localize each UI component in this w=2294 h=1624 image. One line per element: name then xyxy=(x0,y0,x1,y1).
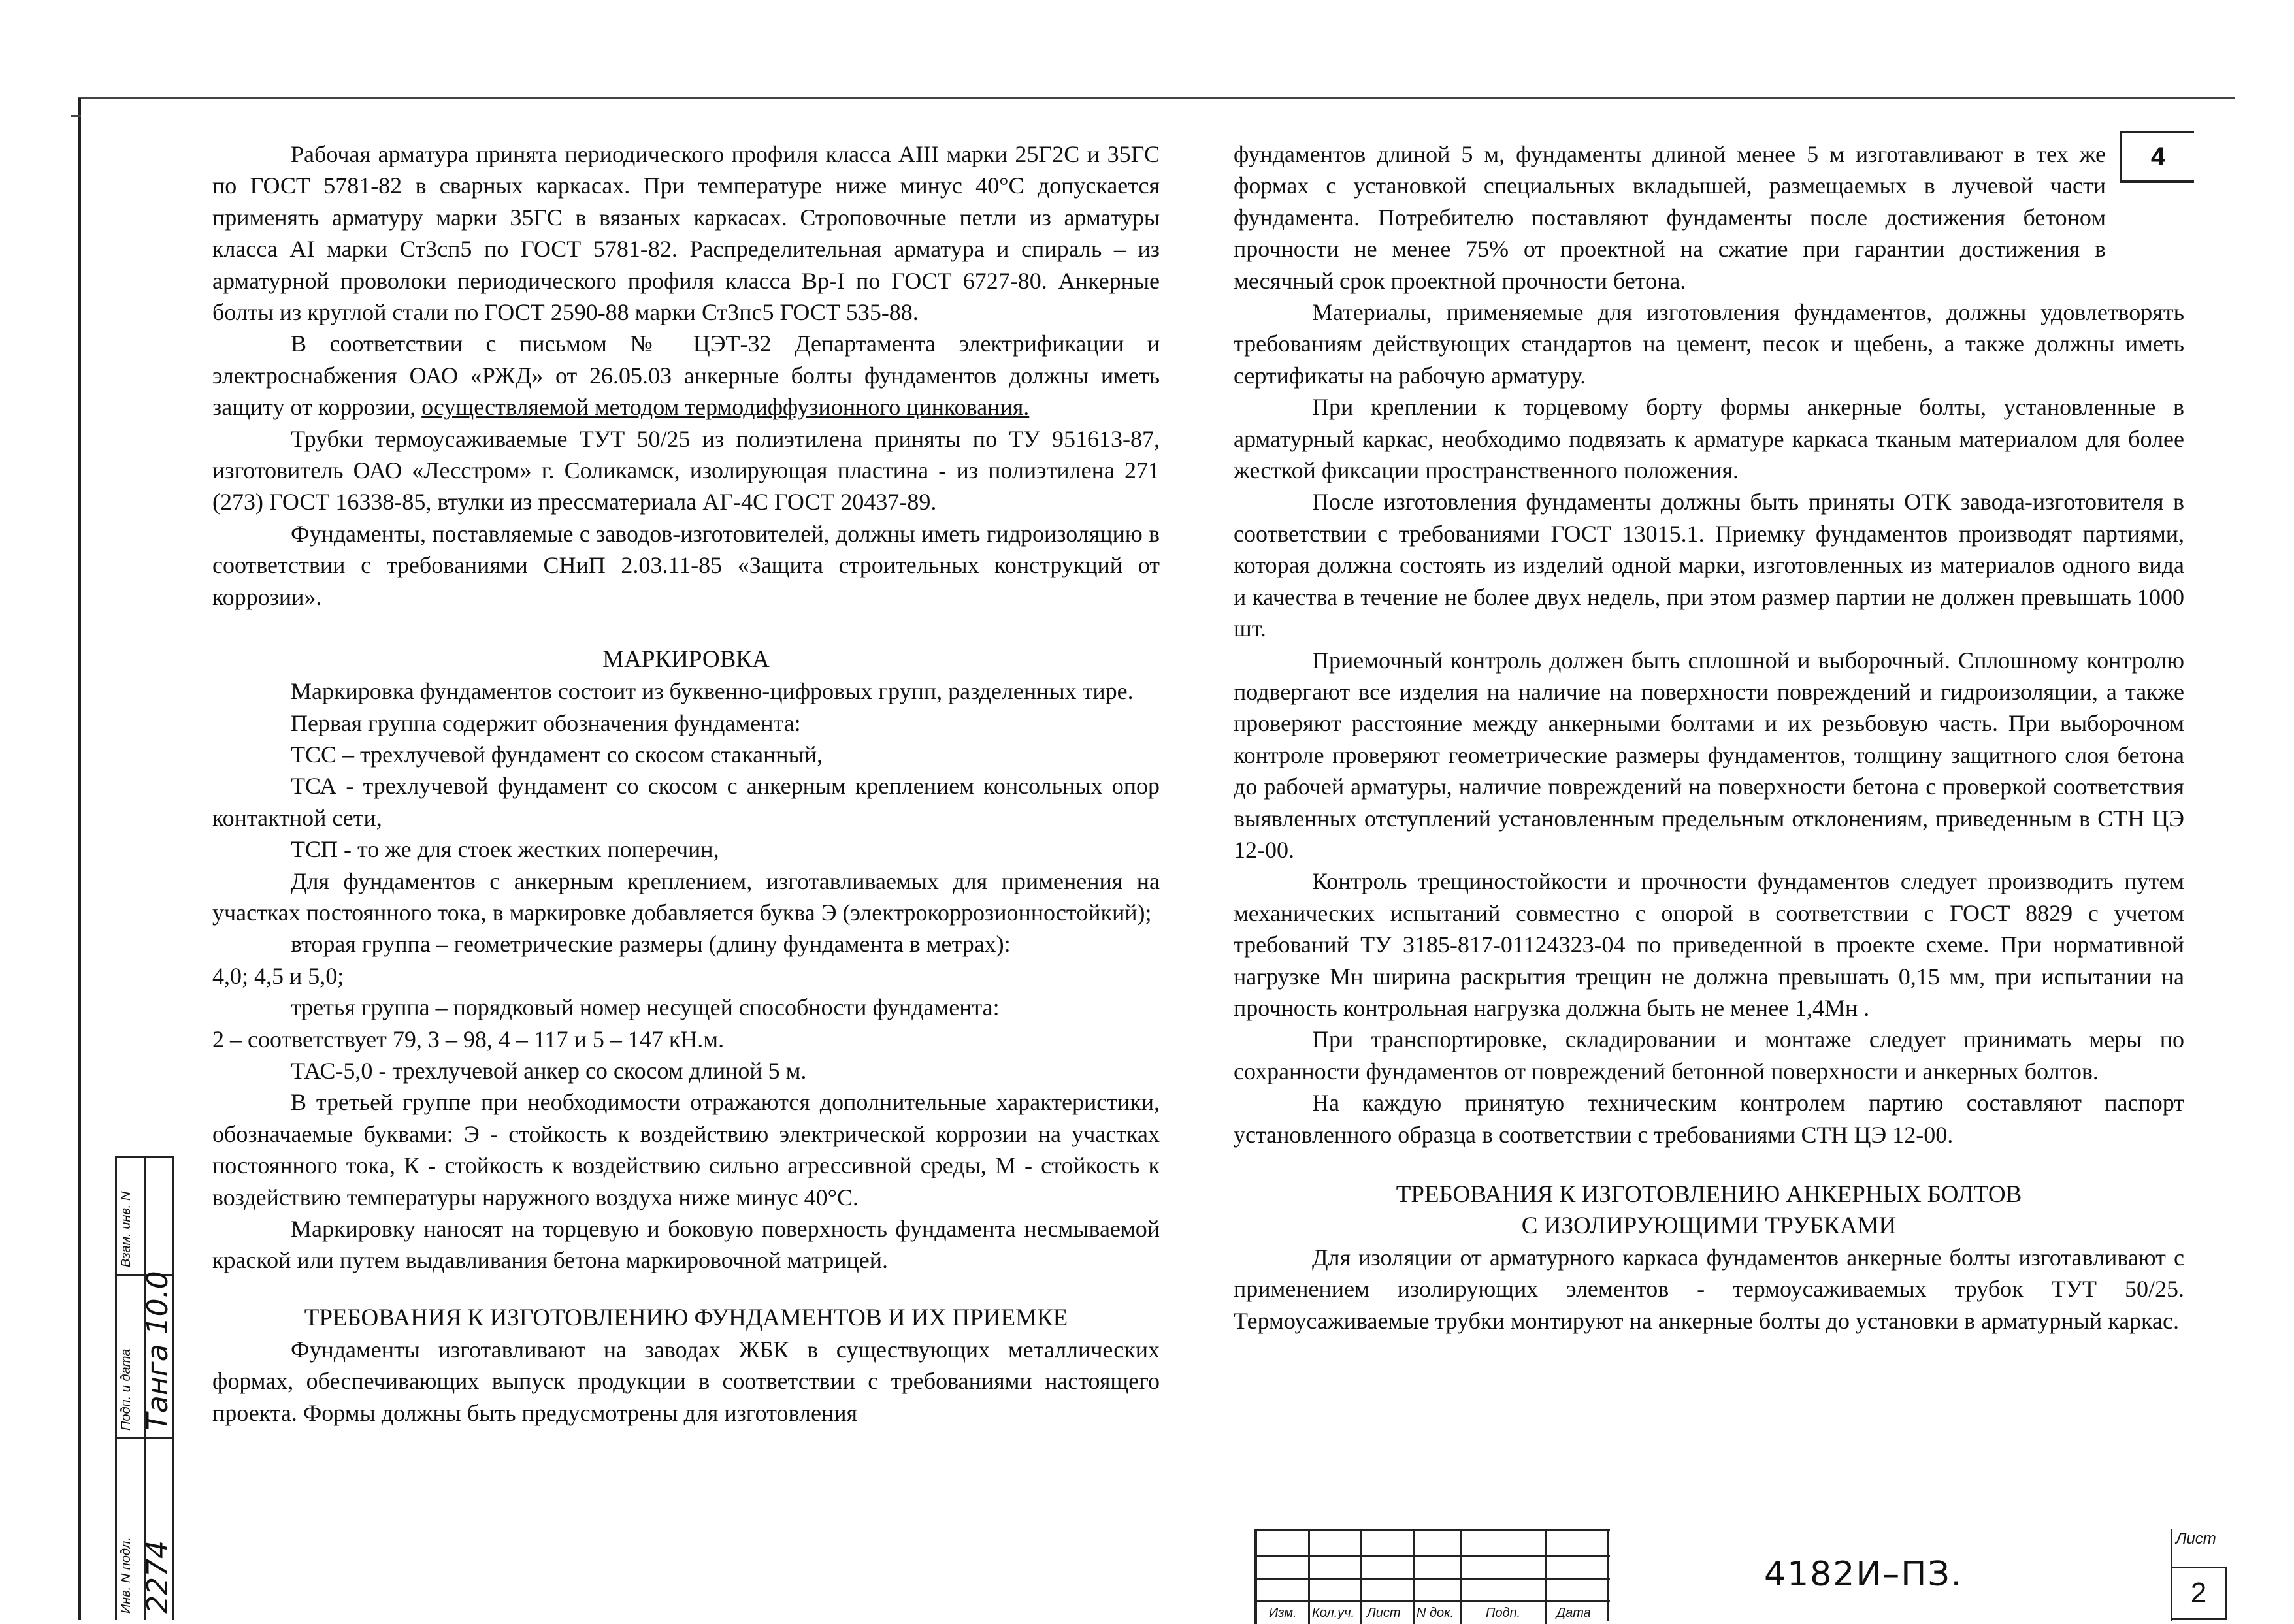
paragraph: ТСС – трехлучевой фундамент со скосом стаканный, xyxy=(291,741,823,768)
section-heading-marking: МАРКИРОВКА xyxy=(602,646,770,674)
paragraph: 4,0; 4,5 и 5,0; xyxy=(212,962,344,989)
paragraph: Маркировку наносят на торцевую и боковую поверхность фундамента несмываемой краской или путем выдавливания бетона маркировочной матрицей. xyxy=(212,1216,1160,1274)
label-list: Лист xyxy=(1367,1606,1401,1620)
section-heading-bolts: ТРЕБОВАНИЯ К ИЗГОТОВЛЕНИЮ АНКЕРНЫХ БОЛТОВ xyxy=(1396,1181,2022,1208)
paragraph: фундаментов длиной 5 м, фундаменты длиной менее 5 м изготавливают в тех же формах с установкой специальных вкладышей, размещаемых в лучевой части фундамента. Потребителю поставляют фундаменты после достижения бетоном прочности не менее 75% от проектной на сжатие при гарантии достижения в месячный срок проектной прочности бетона. xyxy=(1234,141,2106,294)
paragraph: Контроль трещиностойкости и прочности фундаментов следует производить путем механических испытаний совместно с опорой в соответствии с ГОСТ 8829 с учетом требований ТУ 3185-817-01124323-04 по приведенной в проекте схеме. При нормативной нагрузке Мн ширина раскрытия трещин не должна превышать 0,15 мм, при испытании на прочность контрольная нагрузка должна быть не менее 1,4Мн . xyxy=(1234,868,2184,1021)
sheet-number: 2 xyxy=(2171,1567,2227,1620)
paragraph: После изготовления фундаменты должны быть приняты ОТК завода-изготовителя в соответствии с требованиями ГОСТ 13015.1. Приемку фундаментов производят партиями, которая должна состоять из изделий одной марки, изготовленных из материалов одного вида и качества в течение не более двух недель, при этом размер партии не должен превышать 1000 шт. xyxy=(1234,489,2184,642)
title-grid xyxy=(1254,1529,1610,1624)
section-heading-bolts-2: С ИЗОЛИРУЮЩИМИ ТРУБКАМИ xyxy=(1521,1212,1897,1239)
stamp-inv-number: 2274 xyxy=(141,1540,174,1614)
frame-top-line xyxy=(78,97,2235,99)
paragraph xyxy=(212,328,1160,423)
paragraph: Фундаменты изготавливают на заводах ЖБК в существующих металлических формах, обеспечивающих выпуск продукции в соответствии с требованиями настоящего проекта. Формы должны быть предусмотрены для изготовления xyxy=(212,1336,1160,1426)
underlined-text: осуществляемой методом термодиффузионного цинкования. xyxy=(421,394,1030,421)
paragraph: Трубки термоусаживаемые ТУТ 50/25 из полиэтилена приняты по ТУ 951613-87, изготовитель ОАО «Лесстром» г. Соликамск, изолирующая пластина - из полиэтилена 271 (273) ГОСТ 16338-85, втулки из прессматериала АГ-4С ГОСТ 20437-89. xyxy=(212,425,1160,515)
paragraph: Маркировка фундаментов состоит из буквенно-цифровых групп, разделенных тире. xyxy=(291,678,1134,705)
stamp-signature: Танга 10.0 xyxy=(141,1271,174,1431)
frame-left-line xyxy=(78,98,81,1620)
paragraph: вторая группа – геометрические размеры (длину фундамента в метрах): xyxy=(291,931,1011,958)
label-n-dok: N док. xyxy=(1417,1606,1454,1620)
paragraph: В третьей группе при необходимости отражаются дополнительные характеристики, обозначаемые буквами: Э - стойкость к воздействию электрической коррозии на участках постоянного тока, К - стойкость к воздействию сильно агрессивной среды, М - стойкость к воздействию температуры наружного воздуха ниже минус 40°С. xyxy=(212,1089,1160,1210)
title-labels xyxy=(1257,1602,1610,1624)
stamp-label-vzam: Взам. инв. N xyxy=(119,1191,133,1267)
paragraph: ТСА - трехлучевой фундамент со скосом с анкерным креплением консольных опор контактной сети, xyxy=(212,773,1160,831)
paragraph: Для фундаментов с анкерным креплением, изготавливаемых для применения на участках постоянного тока, в маркировке добавляется буква Э (электрокоррозионностойкий); xyxy=(212,868,1160,926)
paragraph: Для изоляции от арматурного каркаса фундаментов анкерные болты изготавливают с применением изолирующих элементов - термоусаживаемых трубок ТУТ 50/25. Термоусаживаемые трубки монтируют на анкерные болты до установки в арматурный каркас. xyxy=(1234,1244,2184,1334)
paragraph: Фундаменты, поставляемые с заводов-изготовителей, должны иметь гидроизоляцию в соответствии с требованиями СНиП 2.03.11-85 «Защита строительных конструкций от коррозии». xyxy=(212,520,1160,610)
paragraph: ТАС-5,0 - трехлучевой анкер со скосом длиной 5 м. xyxy=(291,1057,807,1084)
label-kol-uch: Кол.уч. xyxy=(1312,1606,1355,1620)
stamp-label-podp: Подп. и дата xyxy=(119,1348,133,1431)
paragraph-text: В соответствии с письмом № ЦЭТ-32 Департамента электрификации и электроснабжения ОАО «РЖД» от 26.05.03 анкерные болты фундаментов должны иметь защиту от коррозии, xyxy=(212,331,1160,421)
paragraph: Материалы, применяемые для изготовления фундаментов, должны удовлетворять требованиям действующих стандартов на цемент, песок и щебень, а также должны иметь сертификаты на рабочую арматуру. xyxy=(1234,299,2184,389)
paragraph: Первая группа содержит обозначения фундамента: xyxy=(291,709,801,736)
document-code: 4182И–ПЗ. xyxy=(1764,1555,1963,1594)
paragraph: третья группа – порядковый номер несущей способности фундамента: xyxy=(291,994,1000,1021)
left-column xyxy=(212,138,1160,1429)
frame-tick xyxy=(71,115,81,117)
stamp-label-inv: Инв. N подл. xyxy=(119,1537,133,1614)
section-heading-manufacture: ТРЕБОВАНИЯ К ИЗГОТОВЛЕНИЮ ФУНДАМЕНТОВ И ИХ ПРИЕМКЕ xyxy=(304,1304,1068,1331)
right-column xyxy=(1234,138,2184,1337)
paragraph: 2 – соответствует 79, 3 – 98, 4 – 117 и 5 – 147 кН.м. xyxy=(212,1026,725,1052)
left-stamp xyxy=(115,1156,174,1620)
title-separator xyxy=(1607,1529,1609,1621)
paragraph: Приемочный контроль должен быть сплошной и выборочный. Сплошному контролю подвергают все изделия на наличие на поверхности повреждений и гидроизоляции, а также проверяют расстояние между анкерными болтами и их резьбовую часть. При выборочном контроле проверяют геометрические размеры фундаментов, толщину защитного слоя бетона до рабочей арматуры, наличие повреждений на поверхности бетона с проверкой соответствия выявленных отступлений установленным предельным отклонениям, приведенным в СТН ЦЭ 12-00. xyxy=(1234,647,2184,863)
sheet-label: Лист xyxy=(2176,1530,2216,1548)
paragraph: При креплении к торцевому борту формы анкерные болты, установленные в арматурный каркас, необходимо подвязать к арматуре каркаса тканым материалом для более жесткой фиксации пространственного положения. xyxy=(1234,394,2184,484)
label-data: Дата xyxy=(1556,1606,1591,1620)
page-number: 4 xyxy=(2150,142,2166,171)
label-podp: Подп. xyxy=(1486,1606,1521,1620)
title-block xyxy=(1254,1529,2235,1621)
paragraph: Рабочая арматура принята периодического профиля класса AIII марки 25Г2С и 35ГС по ГОСТ 5781-82 в сварных каркасах. При температуре ниже минус 40°С допускается применять арматуру марки 35ГС в вязаных каркасах. Строповочные петли из арматуры класса AI марки Ст3сп5 по ГОСТ 5781-82. Распределительная арматура и спираль – из арматурной проволоки периодического профиля класса Вр-I по ГОСТ 6727-80. Анкерные болты из круглой стали по ГОСТ 2590-88 марки Ст3пс5 ГОСТ 535-88. xyxy=(212,141,1160,326)
paragraph: ТСП - то же для стоек жестких поперечин, xyxy=(291,836,719,863)
label-izm: Изм. xyxy=(1269,1606,1297,1620)
paragraph: На каждую принятую техническим контролем партию составляют паспорт установленного образца в соответствии с требованиями СТН ЦЭ 12-00. xyxy=(1234,1090,2184,1148)
paragraph: При транспортировке, складировании и монтаже следует принимать меры по сохранности фундаментов от повреждений бетонной поверхности и анкерных болтов. xyxy=(1234,1026,2184,1084)
